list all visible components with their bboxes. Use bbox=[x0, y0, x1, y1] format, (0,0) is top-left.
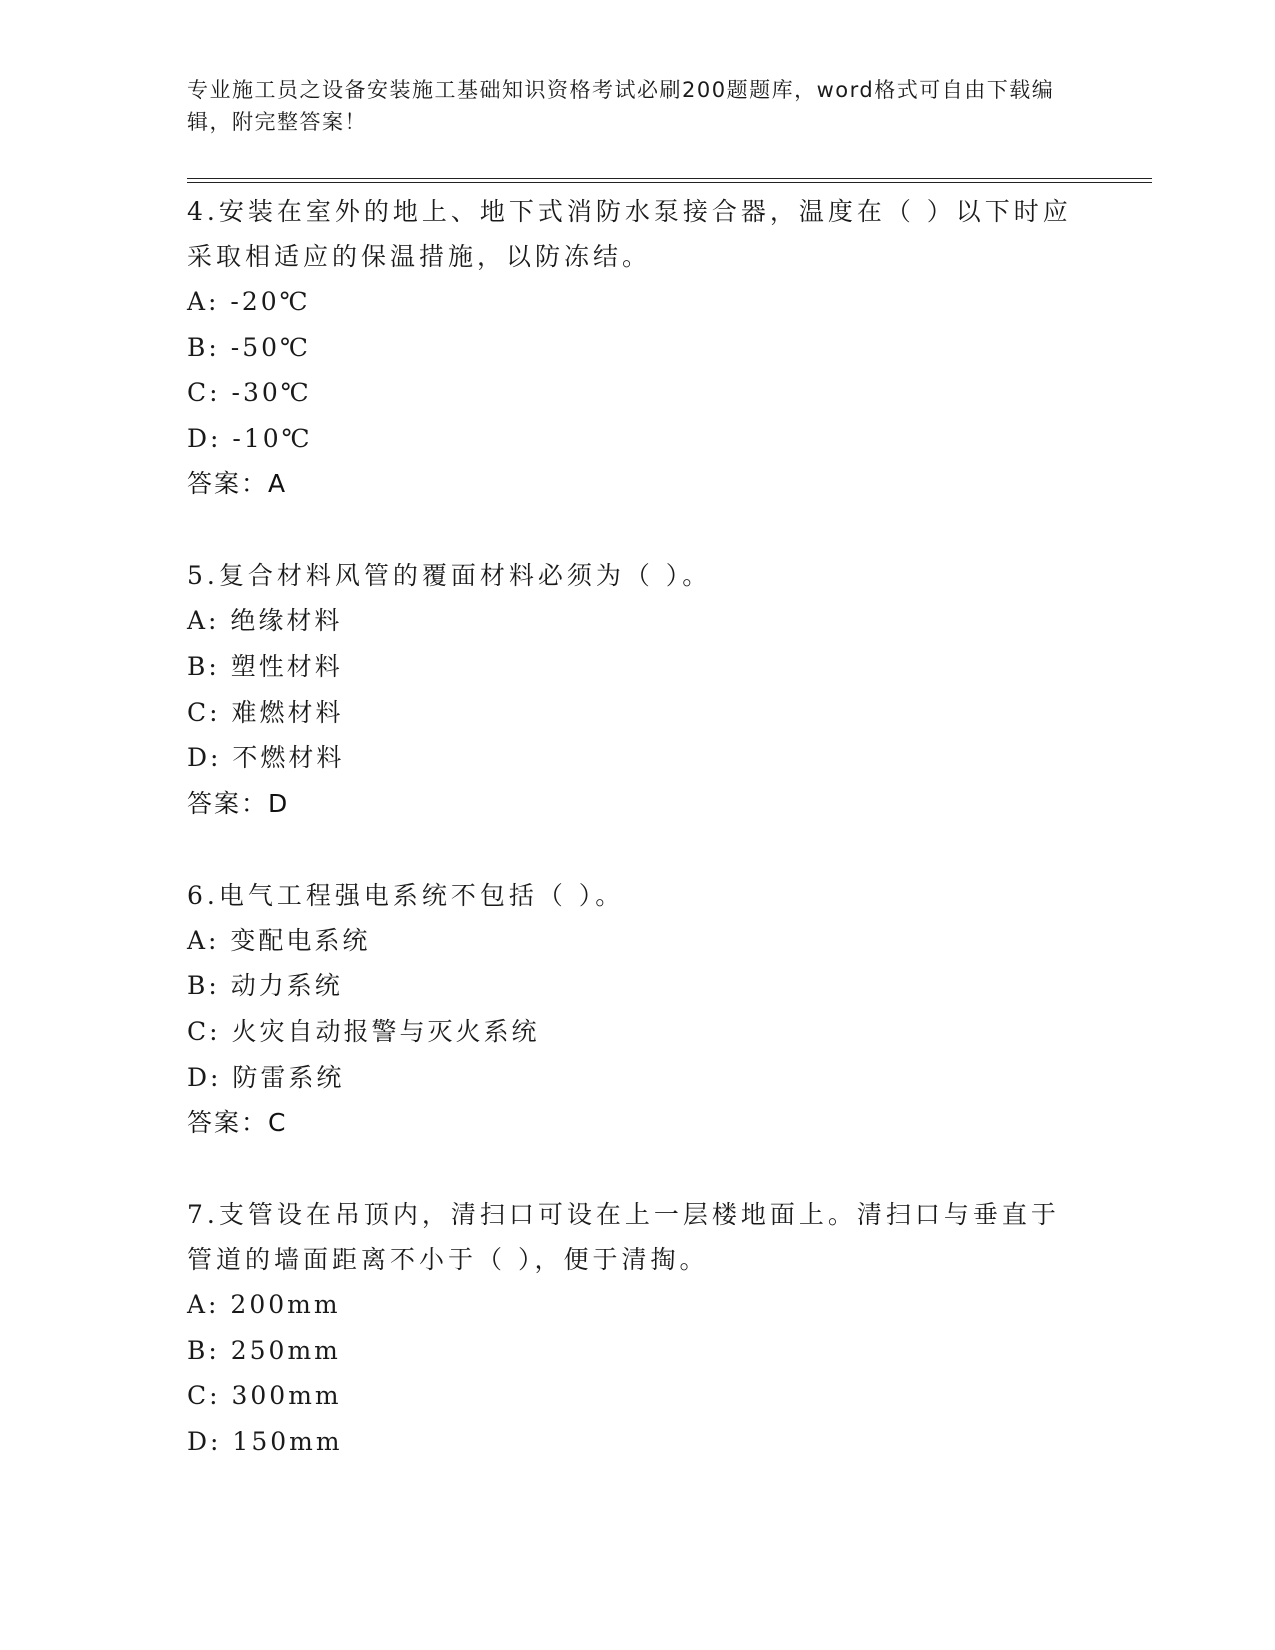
question-6 bbox=[187, 873, 1087, 1146]
option-b: B: 250mm bbox=[187, 1335, 341, 1365]
document-header: 专业施工员之设备安装施工基础知识资格考试必刷200题题库，word格式可自由下载编辑，附完整答案！ bbox=[187, 78, 1055, 134]
question-stem: 6.电气工程强电系统不包括（ ）。 bbox=[187, 880, 625, 910]
header-divider-top bbox=[187, 178, 1152, 179]
option-d: D: 防雷系统 bbox=[187, 1062, 345, 1092]
question-list bbox=[187, 189, 1087, 1465]
option-d: D: 150mm bbox=[187, 1426, 343, 1456]
question-7 bbox=[187, 1192, 1087, 1464]
option-a: A: 变配电系统 bbox=[187, 925, 371, 955]
option-b: B: 塑性材料 bbox=[187, 651, 343, 681]
answer-label: 答案：D bbox=[187, 788, 290, 818]
question-stem: 5.复合材料风管的覆面材料必须为（ ）。 bbox=[187, 561, 712, 591]
option-c: C: 难燃材料 bbox=[187, 697, 344, 727]
option-a: A: 200mm bbox=[187, 1290, 341, 1320]
answer-label: 答案：C bbox=[187, 1108, 288, 1138]
answer-label: 答案：A bbox=[187, 469, 288, 499]
question-stem: 7.支管设在吊顶内，清扫口可设在上一层楼地面上。清扫口与垂直于管道的墙面距离不小于（ ），便于清掏。 bbox=[187, 1200, 1060, 1275]
option-a: A: 绝缘材料 bbox=[187, 606, 343, 636]
question-4 bbox=[187, 189, 1087, 507]
option-d: D: -10℃ bbox=[187, 423, 313, 453]
option-c: C: -30℃ bbox=[187, 378, 312, 408]
option-c: C: 300mm bbox=[187, 1381, 342, 1411]
question-5 bbox=[187, 553, 1087, 826]
option-b: B: 动力系统 bbox=[187, 971, 343, 1001]
option-a: A: -20℃ bbox=[187, 287, 311, 316]
option-b: B: -50℃ bbox=[187, 332, 311, 362]
option-c: C: 火灾自动报警与灭火系统 bbox=[187, 1016, 540, 1046]
option-d: D: 不燃材料 bbox=[187, 743, 345, 773]
question-stem: 4.安装在室外的地上、地下式消防水泵接合器，温度在（ ）以下时应采取相适应的保温措施，以防冻结。 bbox=[187, 197, 1072, 271]
header-divider-bottom bbox=[187, 182, 1152, 183]
